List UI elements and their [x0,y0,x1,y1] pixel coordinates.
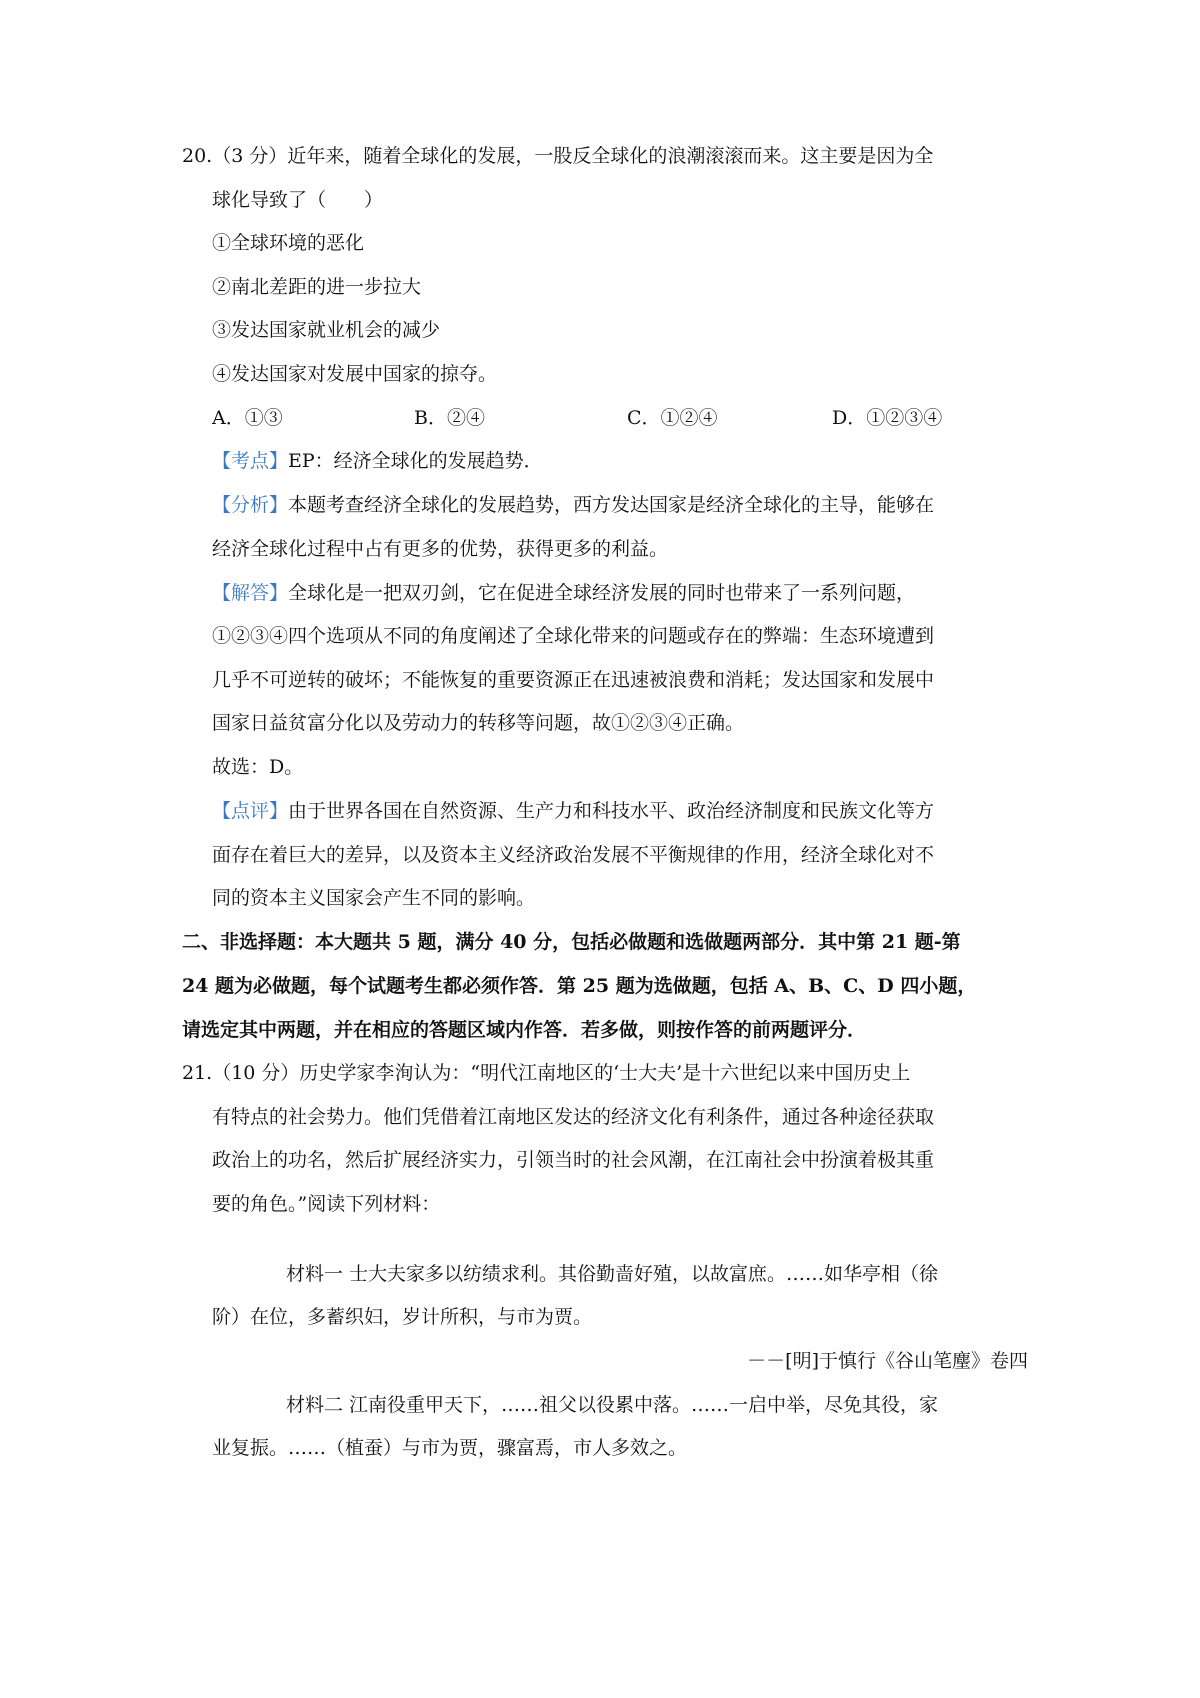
fenxi-line1 [212,492,1200,518]
kaodian-line [212,448,1200,474]
dianping-label: 【点评】 [212,800,289,822]
kaodian-label: 【考点】 [212,450,289,472]
section2-line2: 24 题为必做题，每个试题考生都必须作答．第 25 题为选做题，包括 A、B、C、D 四小题， [182,975,977,997]
q20-item-2: ②南北差距的进一步拉大 [212,276,422,298]
section2-line1: 二、非选择题：本大题共 5 题，满分 40 分，包括必做题和选做题两部分．其中第 21 题-第 [182,931,961,953]
dianping-line2: 面存在着巨大的差异，以及资本主义经济政治发展不平衡规律的作用，经济全球化对不 [212,844,935,866]
q20-item-3: ③发达国家就业机会的减少 [212,319,441,341]
material1-line1: 材料一 士大夫家多以纺绩求利。其俗勤啬好殖，以故富庶。……如华亭相（徐 [286,1263,939,1285]
q20-item-1: ①全球环境的恶化 [212,232,365,254]
jieda-label: 【解答】 [212,582,289,604]
dianping-line1 [212,798,1200,824]
dianping-line3: 同的资本主义国家会产生不同的影响。 [212,887,536,909]
jieda-line2: ①②③④四个选项从不同的角度阐述了全球化带来的问题或存在的弊端：生态环境遭到 [212,625,935,647]
material2-line1: 材料二 江南役重甲天下，……祖父以役累中落。……一启中举，尽免其役，家 [286,1394,939,1416]
fenxi-text-1: 本题考查经济全球化的发展趋势，西方发达国家是经济全球化的主导，能够在 [288,494,935,516]
jieda-line4: 国家日益贫富分化以及劳动力的转移等问题，故①②③④正确。 [212,712,745,734]
fenxi-label: 【分析】 [212,494,289,516]
fenxi-line2: 经济全球化过程中占有更多的优势，获得更多的利益。 [212,538,669,560]
q20-stem-line2: 球化导致了（ ） [212,189,384,211]
dianping-text-1: 由于世界各国在自然资源、生产力和科技水平、政治经济制度和民族文化等方 [288,800,935,822]
option-c: C．①②④ [627,407,718,429]
jieda-line3: 几乎不可逆转的破坏；不能恢复的重要资源正在迅速被浪费和消耗；发达国家和发展中 [212,669,935,691]
q20-stem-line1: 20.（3 分）近年来，随着全球化的发展，一股反全球化的浪潮滚滚而来。这主要是因为全 [182,145,934,167]
option-a: A．①③ [212,407,283,429]
q20-item-4: ④发达国家对发展中国家的掠夺。 [212,363,498,385]
section2-line3: 请选定其中两题，并在相应的答题区域内作答．若多做，则按作答的前两题评分． [182,1019,867,1041]
jieda-text-1: 全球化是一把双刃剑，它在促进全球经济发展的同时也带来了一系列问题， [288,582,916,604]
material1-source: －－[明]于慎行《谷山笔麈》卷四 [747,1350,1028,1372]
answer-line: 故选：D。 [212,756,304,778]
material2-line2: 业复振。……（植蚕）与市为贾，骤富焉，市人多效之。 [212,1437,688,1459]
kaodian-text: EP：经济全球化的发展趋势． [288,450,543,472]
q21-stem-line2: 有特点的社会势力。他们凭借着江南地区发达的经济文化有利条件，通过各种途径获取 [212,1106,935,1128]
q21-stem-line4: 要的角色。”阅读下列材料： [212,1193,441,1215]
material1-line2: 阶）在位，多蓄织妇，岁计所积，与市为贾。 [212,1306,593,1328]
q21-stem-line3: 政治上的功名，然后扩展经济实力，引领当时的社会风潮，在江南社会中扮演着极其重 [212,1149,935,1171]
jieda-line1 [212,580,1200,606]
option-b: B．②④ [414,407,485,429]
option-d: D．①②③④ [832,407,943,429]
q21-stem-line1: 21.（10 分）历史学家李洵认为：“明代江南地区的‘士大夫’是十六世纪以来中国历史上 [182,1062,911,1084]
